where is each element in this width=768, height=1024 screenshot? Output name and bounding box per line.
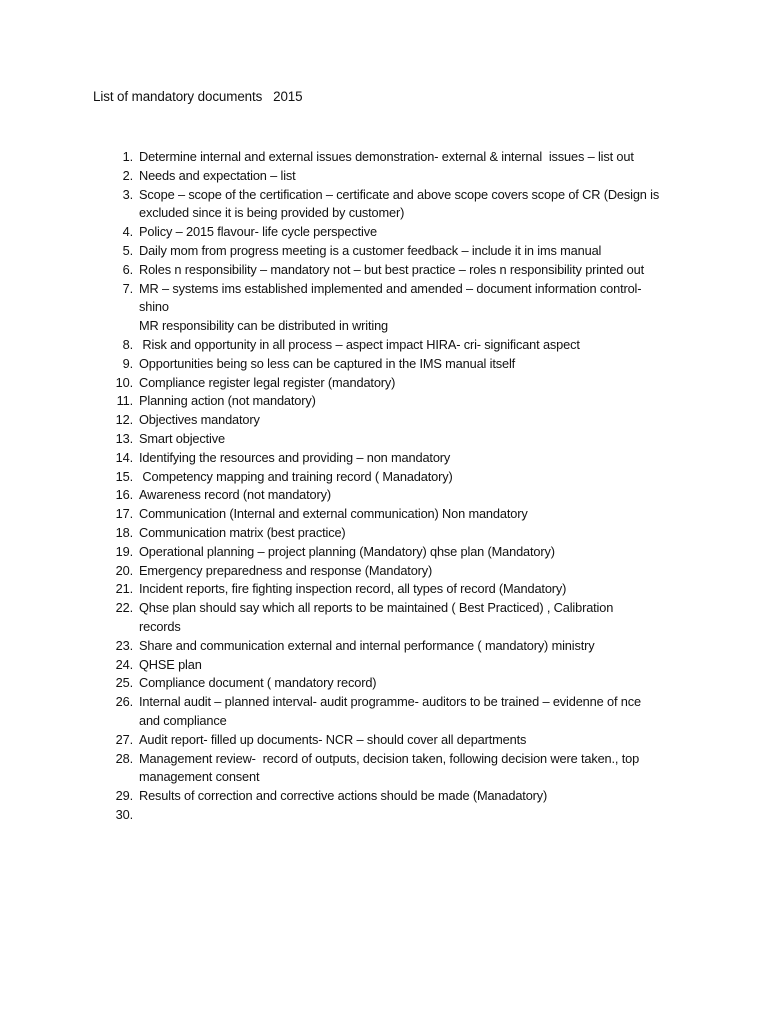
list-item-text bbox=[139, 599, 700, 637]
list-item bbox=[80, 731, 700, 750]
list-item bbox=[80, 486, 700, 505]
list-item-line: MR – systems ims established implemented and amended – document information control- bbox=[139, 280, 642, 296]
list-item-line: management consent bbox=[139, 769, 260, 785]
list-item-text bbox=[139, 562, 700, 581]
list-item-text bbox=[139, 392, 700, 411]
list-item-line bbox=[139, 806, 700, 825]
list-item-line: records bbox=[139, 618, 181, 634]
list-item bbox=[80, 580, 700, 599]
list-item-line: excluded since it is being provided by customer) bbox=[139, 205, 405, 221]
list-item bbox=[80, 374, 700, 393]
list-item-text bbox=[139, 486, 700, 505]
list-item-text bbox=[139, 637, 700, 656]
list-item bbox=[80, 223, 700, 242]
list-item-number: 25. bbox=[115, 675, 133, 691]
list-item bbox=[80, 167, 700, 186]
list-item-line: Audit report- filled up documents- NCR – should cover all departments bbox=[139, 731, 527, 747]
list-item-number: 12. bbox=[115, 412, 133, 428]
list-item-text bbox=[139, 280, 700, 336]
list-item-line: Risk and opportunity in all process – aspect impact HIRA- cri- significant aspect bbox=[139, 336, 580, 352]
list-item-line: MR responsibility can be distributed in writing bbox=[139, 318, 389, 334]
list-item-line: Communication matrix (best practice) bbox=[139, 524, 346, 540]
list-item-line: Incident reports, fire fighting inspection record, all types of record (Mandatory) bbox=[139, 581, 567, 597]
list-item-number: 16. bbox=[115, 487, 133, 503]
list-item-text bbox=[139, 167, 700, 186]
list-item-line: Compliance register legal register (mandatory) bbox=[139, 374, 396, 390]
list-item-line: shino bbox=[139, 299, 169, 315]
list-item-line: Qhse plan should say which all reports to be maintained ( Best Practiced) , Calibration bbox=[139, 600, 614, 616]
list-item-text bbox=[139, 543, 700, 562]
list-item-text bbox=[139, 449, 700, 468]
list-item bbox=[80, 750, 700, 788]
list-item-number: 27. bbox=[115, 731, 133, 747]
list-item bbox=[80, 186, 700, 224]
list-item-number: 29. bbox=[115, 788, 133, 804]
list-item-text bbox=[139, 787, 700, 806]
list-item-text bbox=[139, 186, 700, 224]
list-item bbox=[80, 261, 700, 280]
list-item bbox=[80, 449, 700, 468]
list-item-line: Share and communication external and internal performance ( mandatory) ministry bbox=[139, 637, 595, 653]
list-item-line: Competency mapping and training record ( Manadatory) bbox=[139, 468, 453, 484]
list-item-number: 21. bbox=[115, 581, 133, 597]
list-item-line: Awareness record (not mandatory) bbox=[139, 487, 331, 503]
list-item bbox=[80, 637, 700, 656]
list-item-text bbox=[139, 242, 700, 261]
list-item-line: Management review- record of outputs, decision taken, following decision were taken., top bbox=[139, 750, 640, 766]
list-item bbox=[80, 656, 700, 675]
list-item-text bbox=[139, 750, 700, 788]
list-item-text bbox=[139, 430, 700, 449]
mandatory-documents-list bbox=[80, 148, 700, 825]
list-item-number: 4. bbox=[122, 224, 133, 240]
list-item-number: 8. bbox=[122, 336, 133, 352]
list-item-number: 1. bbox=[122, 149, 133, 164]
list-item-text bbox=[139, 731, 700, 750]
list-item-number: 22. bbox=[115, 600, 133, 616]
list-item-line: Results of correction and corrective actions should be made (Manadatory) bbox=[139, 788, 548, 804]
list-item-line: Policy – 2015 flavour- life cycle perspective bbox=[139, 224, 377, 240]
list-item bbox=[80, 505, 700, 524]
list-item-number: 17. bbox=[115, 506, 133, 522]
list-item-text bbox=[139, 468, 700, 487]
list-item-line: Identifying the resources and providing – non mandatory bbox=[139, 449, 451, 465]
list-item-text bbox=[139, 223, 700, 242]
list-item-number: 5. bbox=[122, 242, 133, 258]
list-item-number: 7. bbox=[122, 280, 133, 296]
list-item-text bbox=[139, 656, 700, 675]
list-item-text bbox=[139, 580, 700, 599]
list-item-text bbox=[139, 261, 700, 280]
list-item bbox=[80, 693, 700, 731]
list-item bbox=[80, 787, 700, 806]
list-item-text bbox=[139, 148, 700, 167]
list-item-number: 15. bbox=[115, 468, 133, 484]
list-item bbox=[80, 242, 700, 261]
list-item-line: Scope – scope of the certification – certificate and above scope covers scope of CR (Design is bbox=[139, 186, 660, 202]
list-item-line: Operational planning – project planning (Mandatory) qhse plan (Mandatory) bbox=[139, 543, 555, 559]
list-item-line: Roles n responsibility – mandatory not – but best practice – roles n responsibility printed out bbox=[139, 261, 645, 277]
list-item bbox=[80, 280, 700, 336]
list-item-number: 18. bbox=[115, 524, 133, 540]
list-item-line: QHSE plan bbox=[139, 656, 202, 672]
list-item-number: 9. bbox=[122, 355, 133, 371]
list-item-number: 28. bbox=[115, 750, 133, 766]
list-item-line: Emergency preparedness and response (Mandatory) bbox=[139, 562, 433, 578]
list-item-number: 30. bbox=[115, 806, 133, 822]
list-item bbox=[80, 674, 700, 693]
list-item bbox=[80, 468, 700, 487]
list-item-line: Planning action (not mandatory) bbox=[139, 393, 316, 409]
list-item-number: 24. bbox=[115, 656, 133, 672]
list-item bbox=[80, 148, 700, 167]
list-item-line: Internal audit – planned interval- audit programme- auditors to be trained – evidenne of nce bbox=[139, 694, 641, 710]
list-item-line: Smart objective bbox=[139, 430, 225, 446]
list-item-number: 13. bbox=[115, 430, 133, 446]
list-item-text bbox=[139, 336, 700, 355]
list-item-text bbox=[139, 505, 700, 524]
list-item bbox=[80, 411, 700, 430]
list-item-line: Communication (Internal and external communication) Non mandatory bbox=[139, 506, 528, 522]
list-item-text bbox=[139, 355, 700, 374]
list-item-number: 10. bbox=[115, 374, 133, 390]
list-item bbox=[80, 543, 700, 562]
list-item-number: 20. bbox=[115, 562, 133, 578]
list-item-line: Objectives mandatory bbox=[139, 412, 260, 428]
list-item bbox=[80, 599, 700, 637]
list-item-text bbox=[139, 806, 700, 825]
list-item-text bbox=[139, 374, 700, 393]
list-item-line: Determine internal and external issues demonstration- external & internal issues – list out bbox=[139, 149, 634, 164]
list-item-number: 11. bbox=[116, 393, 133, 409]
list-item bbox=[80, 562, 700, 581]
list-item bbox=[80, 392, 700, 411]
list-item-number: 6. bbox=[122, 261, 133, 277]
list-item-line: Daily mom from progress meeting is a customer feedback – include it in ims manual bbox=[139, 242, 602, 258]
list-item-line: Needs and expectation – list bbox=[139, 167, 296, 183]
list-item-text bbox=[139, 524, 700, 543]
list-item-number: 23. bbox=[115, 637, 133, 653]
list-item bbox=[80, 336, 700, 355]
list-item-number: 2. bbox=[122, 167, 133, 183]
list-item-number: 3. bbox=[122, 186, 133, 202]
list-item-text bbox=[139, 411, 700, 430]
list-item bbox=[80, 355, 700, 374]
list-item-number: 19. bbox=[115, 543, 133, 559]
list-item bbox=[80, 524, 700, 543]
list-item bbox=[80, 806, 700, 825]
list-item-text bbox=[139, 693, 700, 731]
list-item-text bbox=[139, 674, 700, 693]
list-item-line: Opportunities being so less can be captured in the IMS manual itself bbox=[139, 355, 516, 371]
list-item-line: Compliance document ( mandatory record) bbox=[139, 675, 377, 691]
document-title: List of mandatory documents 2015 bbox=[93, 89, 303, 104]
list-item-line: and compliance bbox=[139, 712, 227, 728]
list-item-number: 14. bbox=[115, 449, 133, 465]
list-item-number: 26. bbox=[115, 694, 133, 710]
list-item bbox=[80, 430, 700, 449]
